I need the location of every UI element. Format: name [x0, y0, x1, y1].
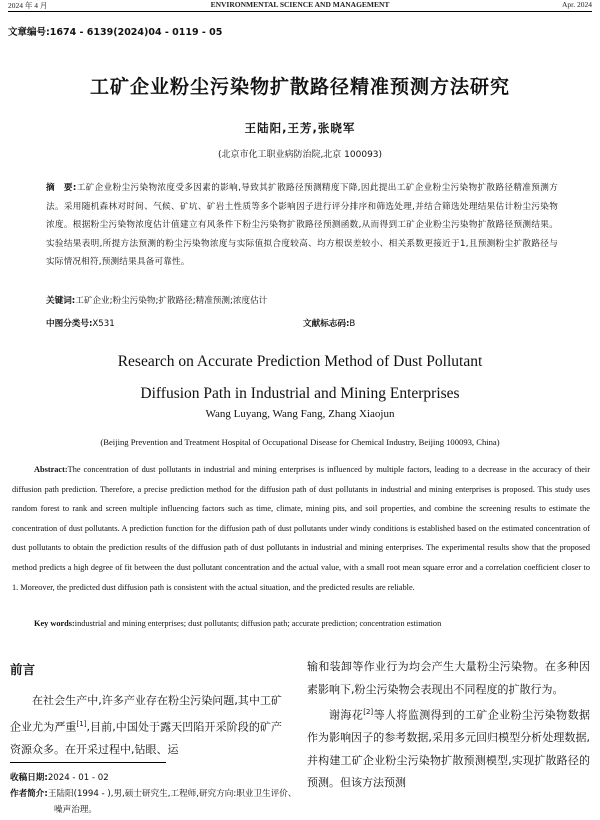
cn-abstract	[46, 179, 558, 272]
cn-affiliation: (北京市化工职业病防治院,北京 100093)	[217, 150, 383, 160]
footnote-received	[10, 770, 300, 786]
cn-keywords-text: 工矿企业;粉尘污染物;扩散路径;精准预测;浓度估计	[75, 296, 268, 306]
author-label: 作者简介:	[10, 789, 48, 799]
received-label: 收稿日期:	[10, 773, 48, 783]
right-paragraph-2	[307, 701, 590, 795]
en-abstract-text: The concentration of dust pollutants in industrial and mining enterprises is influenced by multiple factors, leading to a decrease in the accuracy of their diffusion path prediction. Therefore, a precise prediction method for the diffusion path of dust pollutants in industrial and mining enterprises is proposed. This study uses random forest to rank and screen multiple influencing factors such as time, climate, mining pits, and soil properties, and combine the screening results to estimate the concentration of dust pollutants. A prediction function for the diffusion path of dust pollutants under windy conditions is established based on the estimated concentration of dust pollutants to obtain the prediction results of the diffusion path of dust pollutants in industrial and mining enterprises. The experimental results show that the proposed method predicts a high degree of fit between the dust pollutant concentration and the actual value, with a small root mean square error and a correlation coefficient closer to 1. Moreover, the predicted dust diffusion path is consistent with the actual situation, and the predicted results are reliable.	[12, 465, 590, 592]
right-paragraph-2-text: 等人将监测得到的工矿企业粉尘污染物数据作为影响因子的参考数据,采用多元回归模型分析处理数据,并构建工矿企业粉尘污染物扩散预测模型,实现扩散路径的预测。但该方法预测	[307, 708, 591, 790]
body-right-column	[307, 656, 590, 795]
cn-doc-value: B	[349, 319, 356, 329]
cn-clc-label: 中图分类号:	[46, 319, 93, 329]
running-header-journal: ENVIRONMENTAL SCIENCE AND MANAGEMENT	[210, 0, 390, 9]
body-left-column	[10, 660, 282, 761]
en-affiliation: (Beijing Prevention and Treatment Hospital of Occupational Disease for Chemical Industry, Beijing 100093, China)	[100, 437, 500, 447]
right-paragraph-2-author: 谢海花	[329, 708, 364, 722]
en-abstract	[12, 460, 590, 597]
article-number: 文章编号:1674 - 6139(2024)04 - 0119 - 05	[8, 27, 223, 38]
cn-clc	[46, 317, 115, 329]
section-title: 前言	[10, 662, 36, 677]
running-header-date: 2024 年 4 月	[8, 1, 48, 10]
en-title	[0, 346, 600, 410]
en-keywords-label: Key words:	[34, 619, 75, 628]
footnote-author	[10, 786, 300, 818]
en-authors: Wang Luyang, Wang Fang, Zhang Xiaojun	[205, 408, 395, 420]
cn-keywords-label: 关键词:	[46, 296, 76, 306]
cn-abstract-label: 摘 要:	[46, 183, 77, 193]
en-keywords	[34, 619, 590, 628]
cn-abstract-text: 工矿企业粉尘污染物浓度受多因素的影响,导致其扩散路径预测精度下降,因此提出工矿企业粉尘污染物扩散路径精准预测方法。采用随机森林对时间、气候、矿坑、矿岩土性质等多个影响因子进行评分排序和筛选处理,并结合筛选处理结果估计粉尘污染物浓度。根据粉尘污染物浓度估计值建立有风条件下粉尘污染物扩散路径预测函数,从而得到工矿企业粉尘污染物扩散路径预测结果。实验结果表明,所提方法预测的粉尘污染物浓度与实际值拟合度较高、均方根误差较小、相关系数更接近于1,且预测粉尘扩散路径与实际情况相符,预测结果具备可靠性。	[46, 183, 558, 267]
en-title-line1: Research on Accurate Prediction Method of Dust Pollutant	[117, 353, 483, 370]
cn-title: 工矿企业粉尘污染物扩散路径精准预测方法研究	[89, 76, 510, 98]
cn-doc-label: 文献标志码:	[303, 319, 350, 329]
en-abstract-label: Abstract:	[34, 465, 68, 474]
left-citation: [1]	[76, 719, 87, 728]
left-paragraph-text: 在社会生产中,许多产业存在粉尘污染问题,其中工矿企业尤为严重	[10, 694, 282, 734]
footnote	[10, 770, 300, 818]
received-date: 2024 - 01 - 02	[47, 773, 109, 783]
left-paragraph	[10, 690, 282, 761]
left-paragraph-cont: ,目前,中国处于露天凹陷开采阶段的矿产资源众多。在开采过程中,钻眼、运	[10, 720, 283, 756]
header-rule	[8, 11, 592, 12]
cn-keywords	[46, 294, 558, 306]
cn-authors: 王陆阳,王芳,张晓军	[244, 121, 356, 135]
en-title-line2: Diffusion Path in Industrial and Mining Enterprises	[140, 385, 460, 402]
running-header-date-en: Apr. 2024	[562, 0, 592, 9]
cn-clc-value: X531	[92, 319, 115, 329]
cn-doc-code	[303, 317, 355, 329]
right-citation: [2]	[363, 708, 374, 716]
footnote-rule	[10, 762, 166, 763]
en-keywords-text: industrial and mining enterprises; dust pollutants; diffusion path; accurate prediction; concentration estimation	[74, 619, 442, 628]
author-bio: 王陆阳(1994 - ),男,硕士研究生,工程师,研究方向:职业卫生评价、噪声治理。	[47, 789, 297, 815]
right-paragraph-1: 输和装卸等作业行为均会产生大量粉尘污染物。在多种因素影响下,粉尘污染物会表现出不同程度的扩散行为。	[307, 660, 590, 696]
